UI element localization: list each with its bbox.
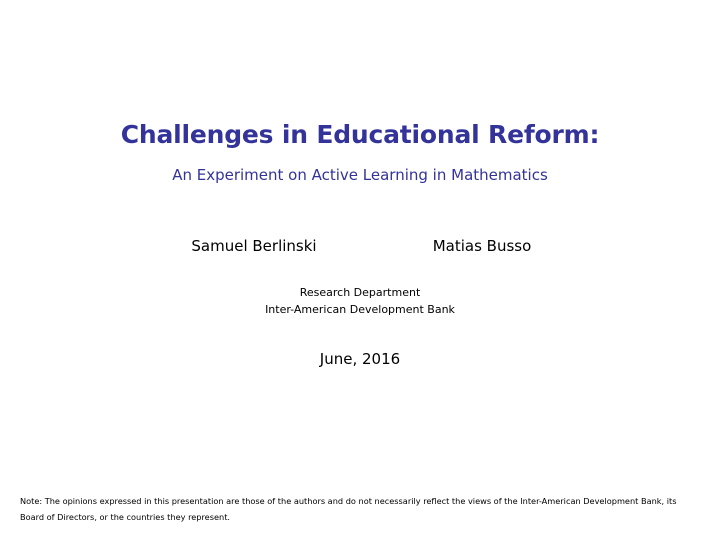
disclaimer-note: Note: The opinions expressed in this presentation are those of the authors and do not necessarily reflect the views of the Inter-American Development Bank, its Board of Directors, or the countries they represent. (20, 496, 677, 522)
affiliation-department: Research Department (299, 286, 421, 299)
presentation-date: June, 2016 (319, 350, 401, 368)
slide-subtitle: An Experiment on Active Learning in Mathematics (172, 166, 548, 184)
affiliation-institution: Inter-American Development Bank (265, 303, 455, 316)
slide-title: Challenges in Educational Reform: (120, 120, 600, 149)
author-1: Samuel Berlinski (191, 237, 317, 255)
author-2: Matias Busso (432, 237, 532, 255)
